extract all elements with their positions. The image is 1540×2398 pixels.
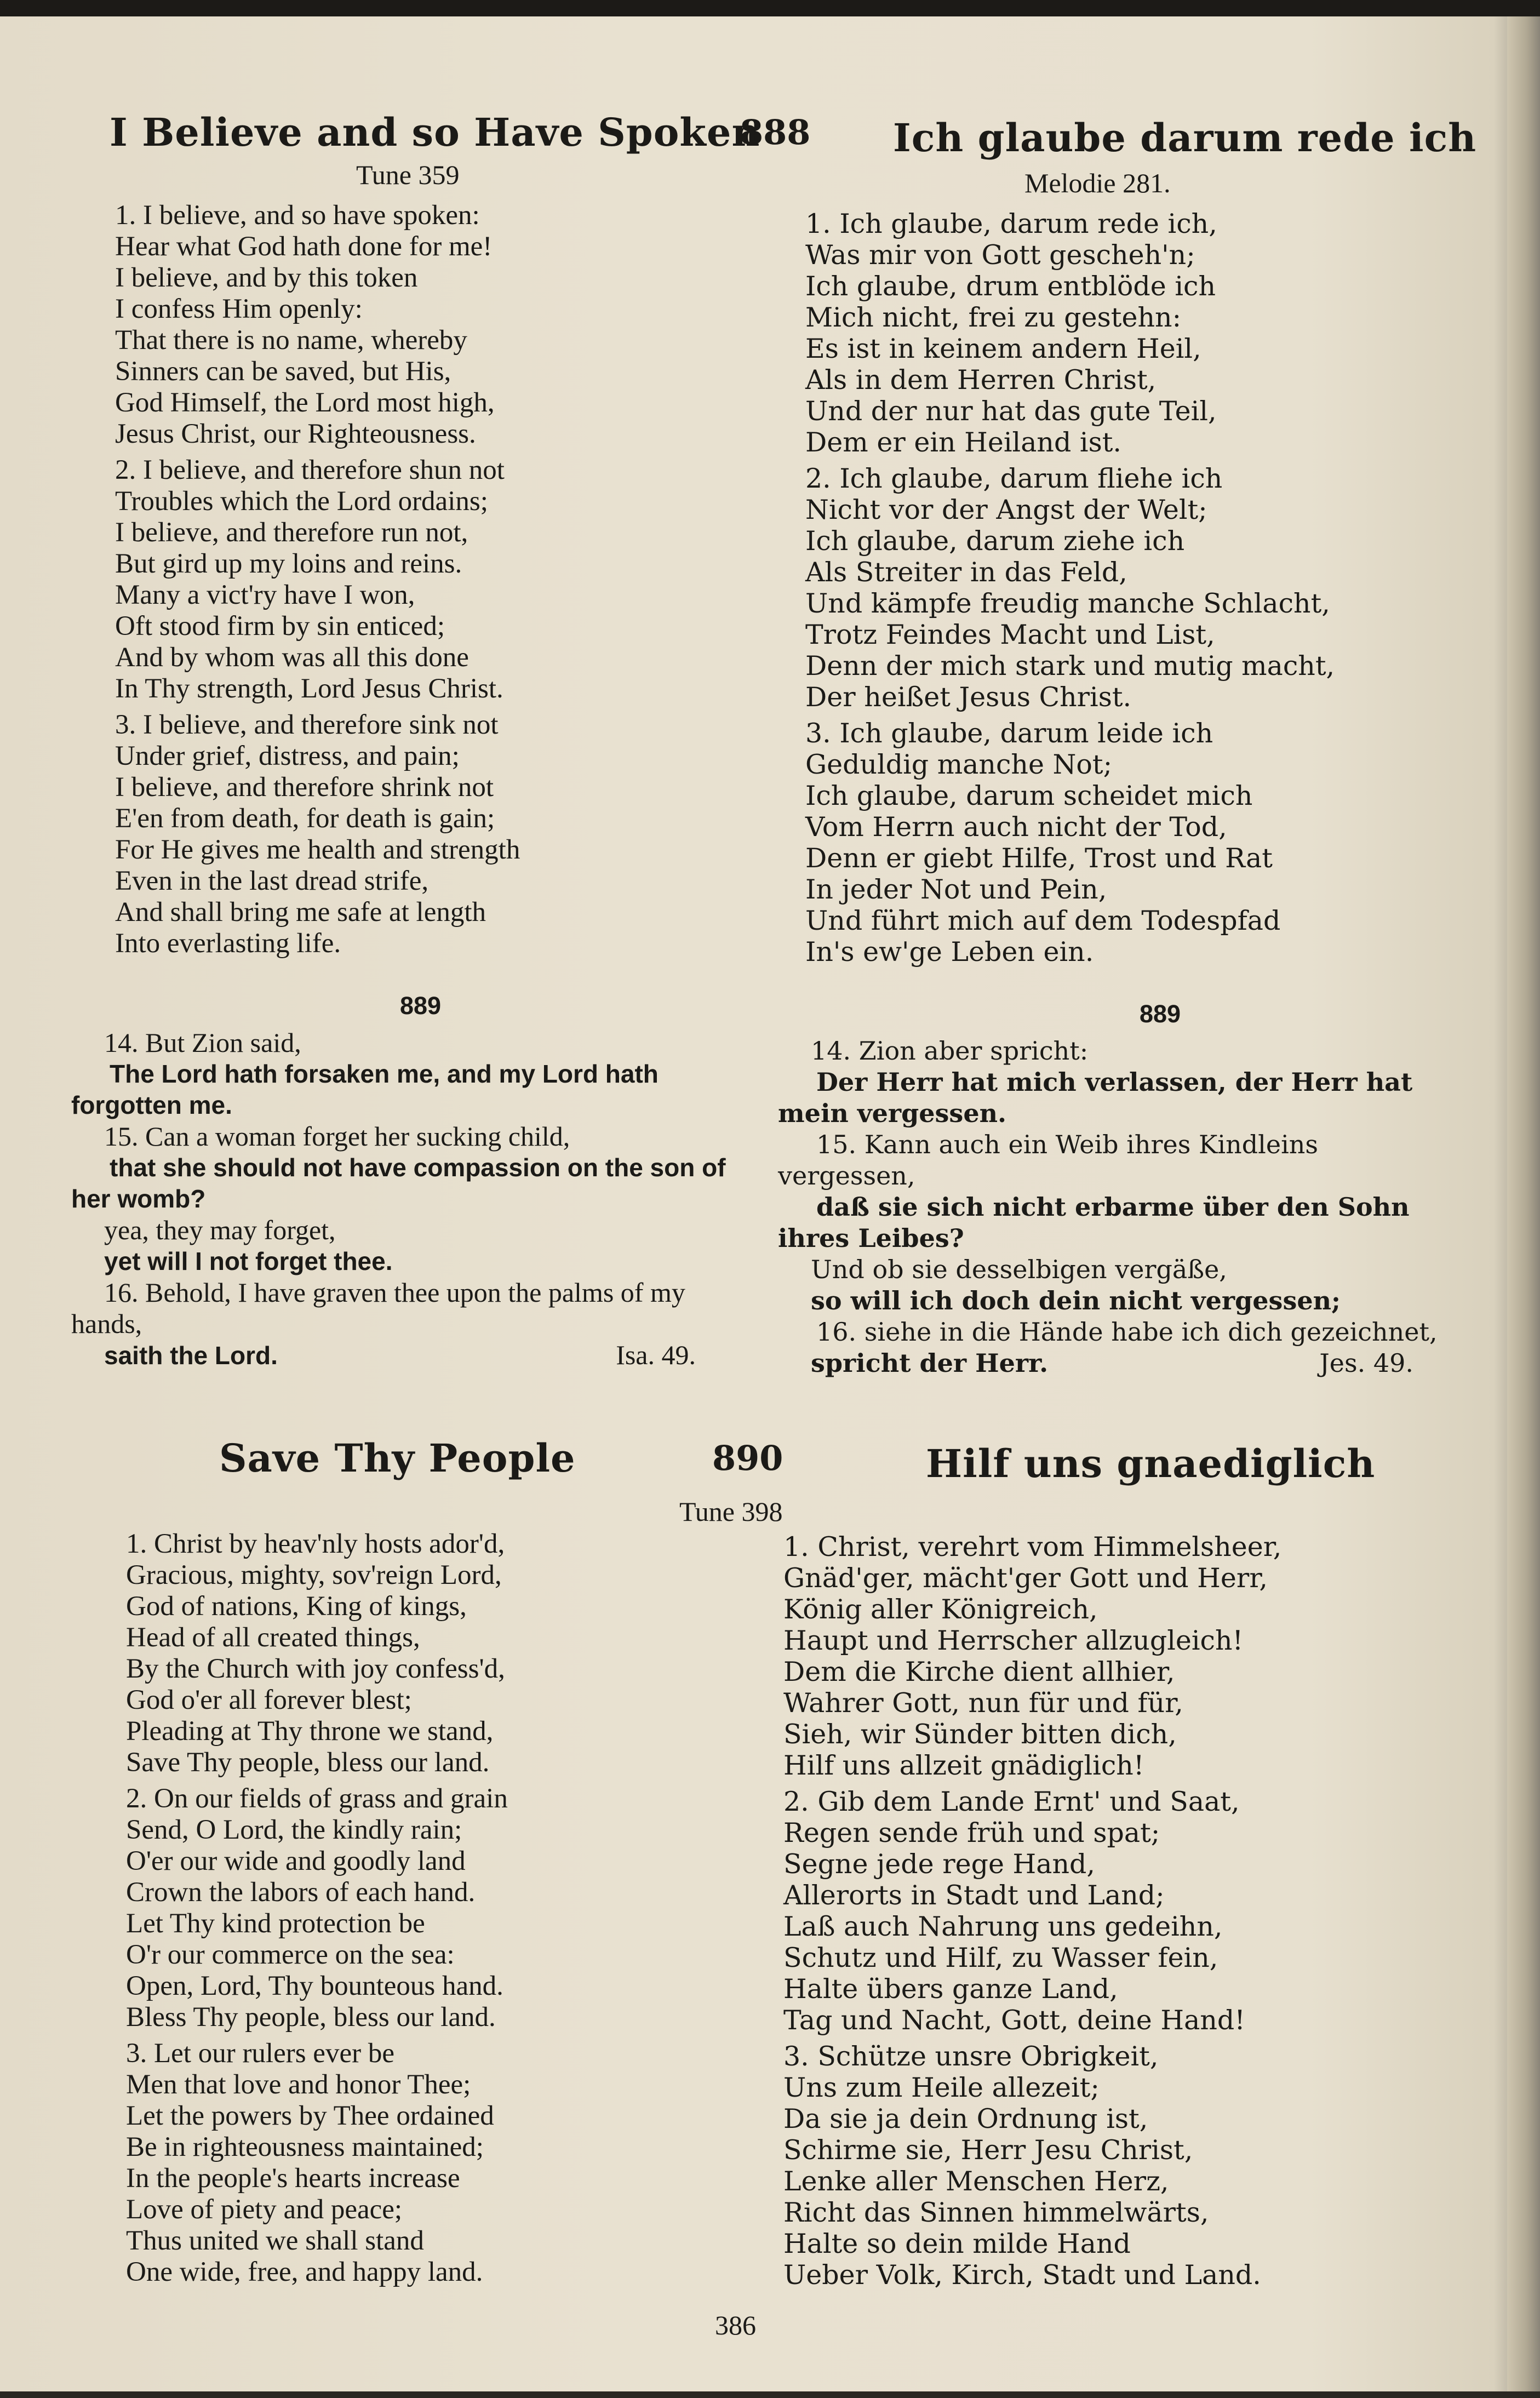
page-number: 386 <box>715 2310 756 2340</box>
stanza <box>805 208 1335 458</box>
verse-line: E'en from death, for death is gain; <box>115 803 495 834</box>
verse-line: Da sie ja dein Ordnung ist, <box>783 2103 1148 2134</box>
verse-line: Into everlasting life. <box>115 928 341 959</box>
verse-line: 2. Ich glaube, darum fliehe ich <box>805 463 1223 494</box>
verse-line: In jeder Not und Pein, <box>805 874 1107 905</box>
verse-line: 2. I believe, and therefore shun not <box>115 455 505 485</box>
verse-line: Even in the last dread strife, <box>115 866 429 896</box>
verse-line: Dem die Kirche dient allhier, <box>783 1656 1175 1687</box>
verse-line: By the Church with joy confess'd, <box>126 1653 505 1684</box>
verse-line: Wahrer Gott, nun für und für, <box>783 1687 1183 1719</box>
stanza <box>783 1531 1281 1781</box>
verse-line: Schutz und Hilf, zu Wasser fein, <box>783 1942 1218 1973</box>
hymn-890-tune: Tune 398 <box>679 1496 783 1527</box>
verse-line: 3. Schütze unsre Obrigkeit, <box>783 2041 1159 2072</box>
reading-line <box>778 1348 1446 1379</box>
verse-line: God Himself, the Lord most high, <box>115 387 495 418</box>
hymn-888-verses-en <box>115 200 520 964</box>
verse-line: Love of piety and peace; <box>126 2194 403 2225</box>
verse-line: Let Thy kind protection be <box>126 1908 425 1939</box>
reading-line: 16. siehe in die Hände habe ich dich gezeichnet, <box>816 1317 1438 1347</box>
reading-line: 15. Can a woman forget her sucking child, <box>104 1121 570 1152</box>
verse-line: And by whom was all this done <box>115 642 469 673</box>
verse-line: 1. Christ by heav'nly hosts ador'd, <box>126 1529 505 1559</box>
verse-line: Send, O Lord, the kindly rain; <box>126 1815 462 1845</box>
verse-line: Und führt mich auf dem Todespfad <box>805 905 1281 936</box>
reading-line-emphasis: yet will I not forget thee. <box>104 1247 393 1275</box>
verse-line: 1. Ich glaube, darum rede ich, <box>805 208 1217 239</box>
scan-top-edge <box>0 0 1540 16</box>
verse-line: Be in righteousness maintained; <box>126 2132 484 2162</box>
scripture-reference: Isa. 49. <box>616 1340 696 1370</box>
reading-closing: spricht der Herr. <box>811 1348 1049 1378</box>
reading-889-number-de: 889 <box>1140 1000 1181 1028</box>
verse-line: Men that love and honor Thee; <box>126 2069 471 2100</box>
verse-line: Und der nur hat das gute Teil, <box>805 396 1217 427</box>
verse-line: Oft stood firm by sin enticed; <box>115 611 445 642</box>
verse-line: Was mir von Gott gescheh'n; <box>805 239 1195 271</box>
verse-line: Trotz Feindes Macht und List, <box>805 619 1215 650</box>
reading-line: 15. Kann auch ein Weib ihres Kindleins vergessen, <box>778 1130 1319 1191</box>
reading-line <box>71 1340 734 1371</box>
verse-line: Halte übers ganze Land, <box>783 1973 1118 2005</box>
hymn-888-tune-en: Tune 359 <box>356 159 460 190</box>
verse-line: Der heißet Jesus Christ. <box>805 682 1132 713</box>
verse-line: Regen sende früh und spat; <box>783 1817 1160 1848</box>
verse-line: I believe, and therefore run not, <box>115 517 468 548</box>
verse-line: Hear what God hath done for me! <box>115 231 493 262</box>
verse-line: Ich glaube, darum scheidet mich <box>805 780 1253 811</box>
stanza <box>126 1529 508 1778</box>
verse-line: 1. Christ, verehrt vom Himmelsheer, <box>783 1531 1282 1563</box>
stanza <box>115 200 520 450</box>
stanza <box>783 1786 1281 2036</box>
reading-line-emphasis: that she should not have compassion on the son of her womb? <box>71 1153 726 1213</box>
verse-line: Als Streiter in das Feld, <box>805 557 1127 588</box>
verse-line: Save Thy people, bless our land. <box>126 1747 490 1778</box>
verse-line: O'r our commerce on the sea: <box>126 1939 455 1970</box>
stanza <box>783 2041 1281 2291</box>
verse-line: Let the powers by Thee ordained <box>126 2101 494 2131</box>
verse-line: König aller Königreich, <box>783 1594 1098 1625</box>
verse-line: 2. Gib dem Lande Ernt' und Saat, <box>783 1786 1240 1817</box>
verse-line: Und kämpfe freudig manche Schlacht, <box>805 588 1330 619</box>
verse-line: But gird up my loins and reins. <box>115 548 462 579</box>
verse-line: Under grief, distress, and pain; <box>115 741 460 771</box>
verse-line: That there is no name, whereby <box>115 325 467 356</box>
verse-line: Sieh, wir Sünder bitten dich, <box>783 1719 1177 1750</box>
verse-line: Jesus Christ, our Righteousness. <box>115 419 476 449</box>
reading-line: 16. Behold, I have graven thee upon the palms of my hands, <box>71 1277 685 1339</box>
verse-line: Tag und Nacht, Gott, deine Hand! <box>783 2005 1245 2036</box>
stanza <box>805 463 1335 713</box>
stanza <box>126 2038 508 2288</box>
hymn-890-title-en: Save Thy People <box>219 1435 576 1481</box>
verse-line: Thus united we shall stand <box>126 2225 424 2256</box>
stanza <box>115 455 520 705</box>
scan-bottom-edge <box>0 2391 1540 2398</box>
verse-line: In's ew'ge Leben ein. <box>805 936 1094 968</box>
scan-right-edge <box>1507 16 1540 2398</box>
verse-line: 1. I believe, and so have spoken: <box>115 200 480 231</box>
reading-889-en <box>71 1027 734 1371</box>
verse-line: Haupt und Herrscher allzugleich! <box>783 1625 1244 1656</box>
verse-line: Gnäd'ger, mächt'ger Gott und Herr, <box>783 1563 1268 1594</box>
stanza <box>115 709 520 959</box>
hymn-888-number: 888 <box>740 112 811 152</box>
verse-line: I confess Him openly: <box>115 294 363 324</box>
stanza <box>805 718 1335 968</box>
verse-line: Bless Thy people, bless our land. <box>126 2002 496 2033</box>
verse-line: Ich glaube, darum ziehe ich <box>805 525 1185 557</box>
hymn-888-title-de: Ich glaube darum rede ich <box>893 115 1477 161</box>
verse-line: Uns zum Heile allezeit; <box>783 2072 1100 2103</box>
verse-line: Ich glaube, drum entblöde ich <box>805 271 1216 302</box>
verse-line: Halte so dein milde Hand <box>783 2228 1131 2259</box>
verse-line: Es ist in keinem andern Heil, <box>805 333 1201 364</box>
verse-line: Head of all created things, <box>126 1622 420 1653</box>
verse-line: Denn er giebt Hilfe, Trost und Rat <box>805 843 1273 874</box>
verse-line: Pleading at Thy throne we stand, <box>126 1716 494 1747</box>
verse-line: 3. Ich glaube, darum leide ich <box>805 718 1213 749</box>
verse-line: 3. I believe, and therefore sink not <box>115 709 499 740</box>
reading-line-emphasis: Der Herr hat mich verlassen, der Herr hat mein vergessen. <box>778 1067 1413 1128</box>
verse-line: And shall bring me safe at length <box>115 897 486 928</box>
stanza <box>126 1783 508 2033</box>
verse-line: 3. Let our rulers ever be <box>126 2038 394 2069</box>
reading-889-de <box>778 1035 1446 1379</box>
verse-line: In the people's hearts increase <box>126 2163 460 2194</box>
reading-line: 14. Zion aber spricht: <box>811 1036 1089 1066</box>
verse-line: Richt das Sinnen himmelwärts, <box>783 2197 1209 2228</box>
hymn-890-verses-en <box>126 1529 508 2293</box>
verse-line: I believe, and therefore shrink not <box>115 772 494 803</box>
verse-line: Geduldig manche Not; <box>805 749 1113 780</box>
verse-line: Gracious, mighty, sov'reign Lord, <box>126 1560 502 1590</box>
hymn-888-verses-de <box>805 208 1335 972</box>
reading-line: Und ob sie desselbigen vergäße, <box>811 1255 1227 1284</box>
verse-line: Als in dem Herren Christ, <box>805 364 1157 396</box>
verse-line: God o'er all forever blest; <box>126 1685 412 1715</box>
verse-line: Dem er ein Heiland ist. <box>805 427 1121 458</box>
hymn-890-title-de: Hilf uns gnaediglich <box>926 1441 1376 1486</box>
hymn-890-verses-de <box>783 1531 1281 2296</box>
verse-line: Denn der mich stark und mutig macht, <box>805 650 1335 682</box>
verse-line: God of nations, King of kings, <box>126 1591 467 1622</box>
verse-line: 2. On our fields of grass and grain <box>126 1783 508 1814</box>
scripture-reference: Jes. 49. <box>1319 1348 1413 1378</box>
verse-line: Allerorts in Stadt und Land; <box>783 1880 1165 1911</box>
verse-line: One wide, free, and happy land. <box>126 2257 483 2287</box>
verse-line: Troubles which the Lord ordains; <box>115 486 488 517</box>
verse-line: Mich nicht, frei zu gestehn: <box>805 302 1182 333</box>
reading-closing: saith the Lord. <box>104 1341 278 1370</box>
verse-line: Many a vict'ry have I won, <box>115 580 415 610</box>
verse-line: Vom Herrn auch nicht der Tod, <box>805 811 1227 843</box>
verse-line: Open, Lord, Thy bounteous hand. <box>126 1971 503 2001</box>
verse-line: I believe, and by this token <box>115 262 418 293</box>
verse-line: Nicht vor der Angst der Welt; <box>805 494 1207 525</box>
reading-line-emphasis: so will ich doch dein nicht vergessen; <box>811 1286 1341 1315</box>
reading-line: 14. But Zion said, <box>104 1027 301 1058</box>
reading-line-emphasis: The Lord hath forsaken me, and my Lord hath forgotten me. <box>71 1060 659 1119</box>
verse-line: For He gives me health and strength <box>115 834 520 865</box>
reading-line-emphasis: daß sie sich nicht erbarme über den Sohn ihres Leibes? <box>778 1192 1410 1253</box>
verse-line: Crown the labors of each hand. <box>126 1877 476 1908</box>
reading-line: yea, they may forget, <box>104 1215 336 1245</box>
hymn-888-title-en: I Believe and so Have Spoken <box>110 110 760 155</box>
verse-line: Hilf uns allzeit gnädiglich! <box>783 1750 1144 1781</box>
verse-line: Schirme sie, Herr Jesu Christ, <box>783 2134 1193 2166</box>
reading-889-number-en: 889 <box>400 992 442 1020</box>
verse-line: Ueber Volk, Kirch, Stadt und Land. <box>783 2259 1261 2291</box>
verse-line: Laß auch Nahrung uns gedeihn, <box>783 1911 1223 1942</box>
verse-line: In Thy strength, Lord Jesus Christ. <box>115 673 503 704</box>
hymn-888-tune-de: Melodie 281. <box>1024 168 1171 198</box>
hymn-890-number: 890 <box>712 1438 783 1478</box>
verse-line: Sinners can be saved, but His, <box>115 356 451 387</box>
verse-line: O'er our wide and goodly land <box>126 1846 466 1876</box>
verse-line: Segne jede rege Hand, <box>783 1848 1096 1880</box>
verse-line: Lenke aller Menschen Herz, <box>783 2166 1169 2197</box>
